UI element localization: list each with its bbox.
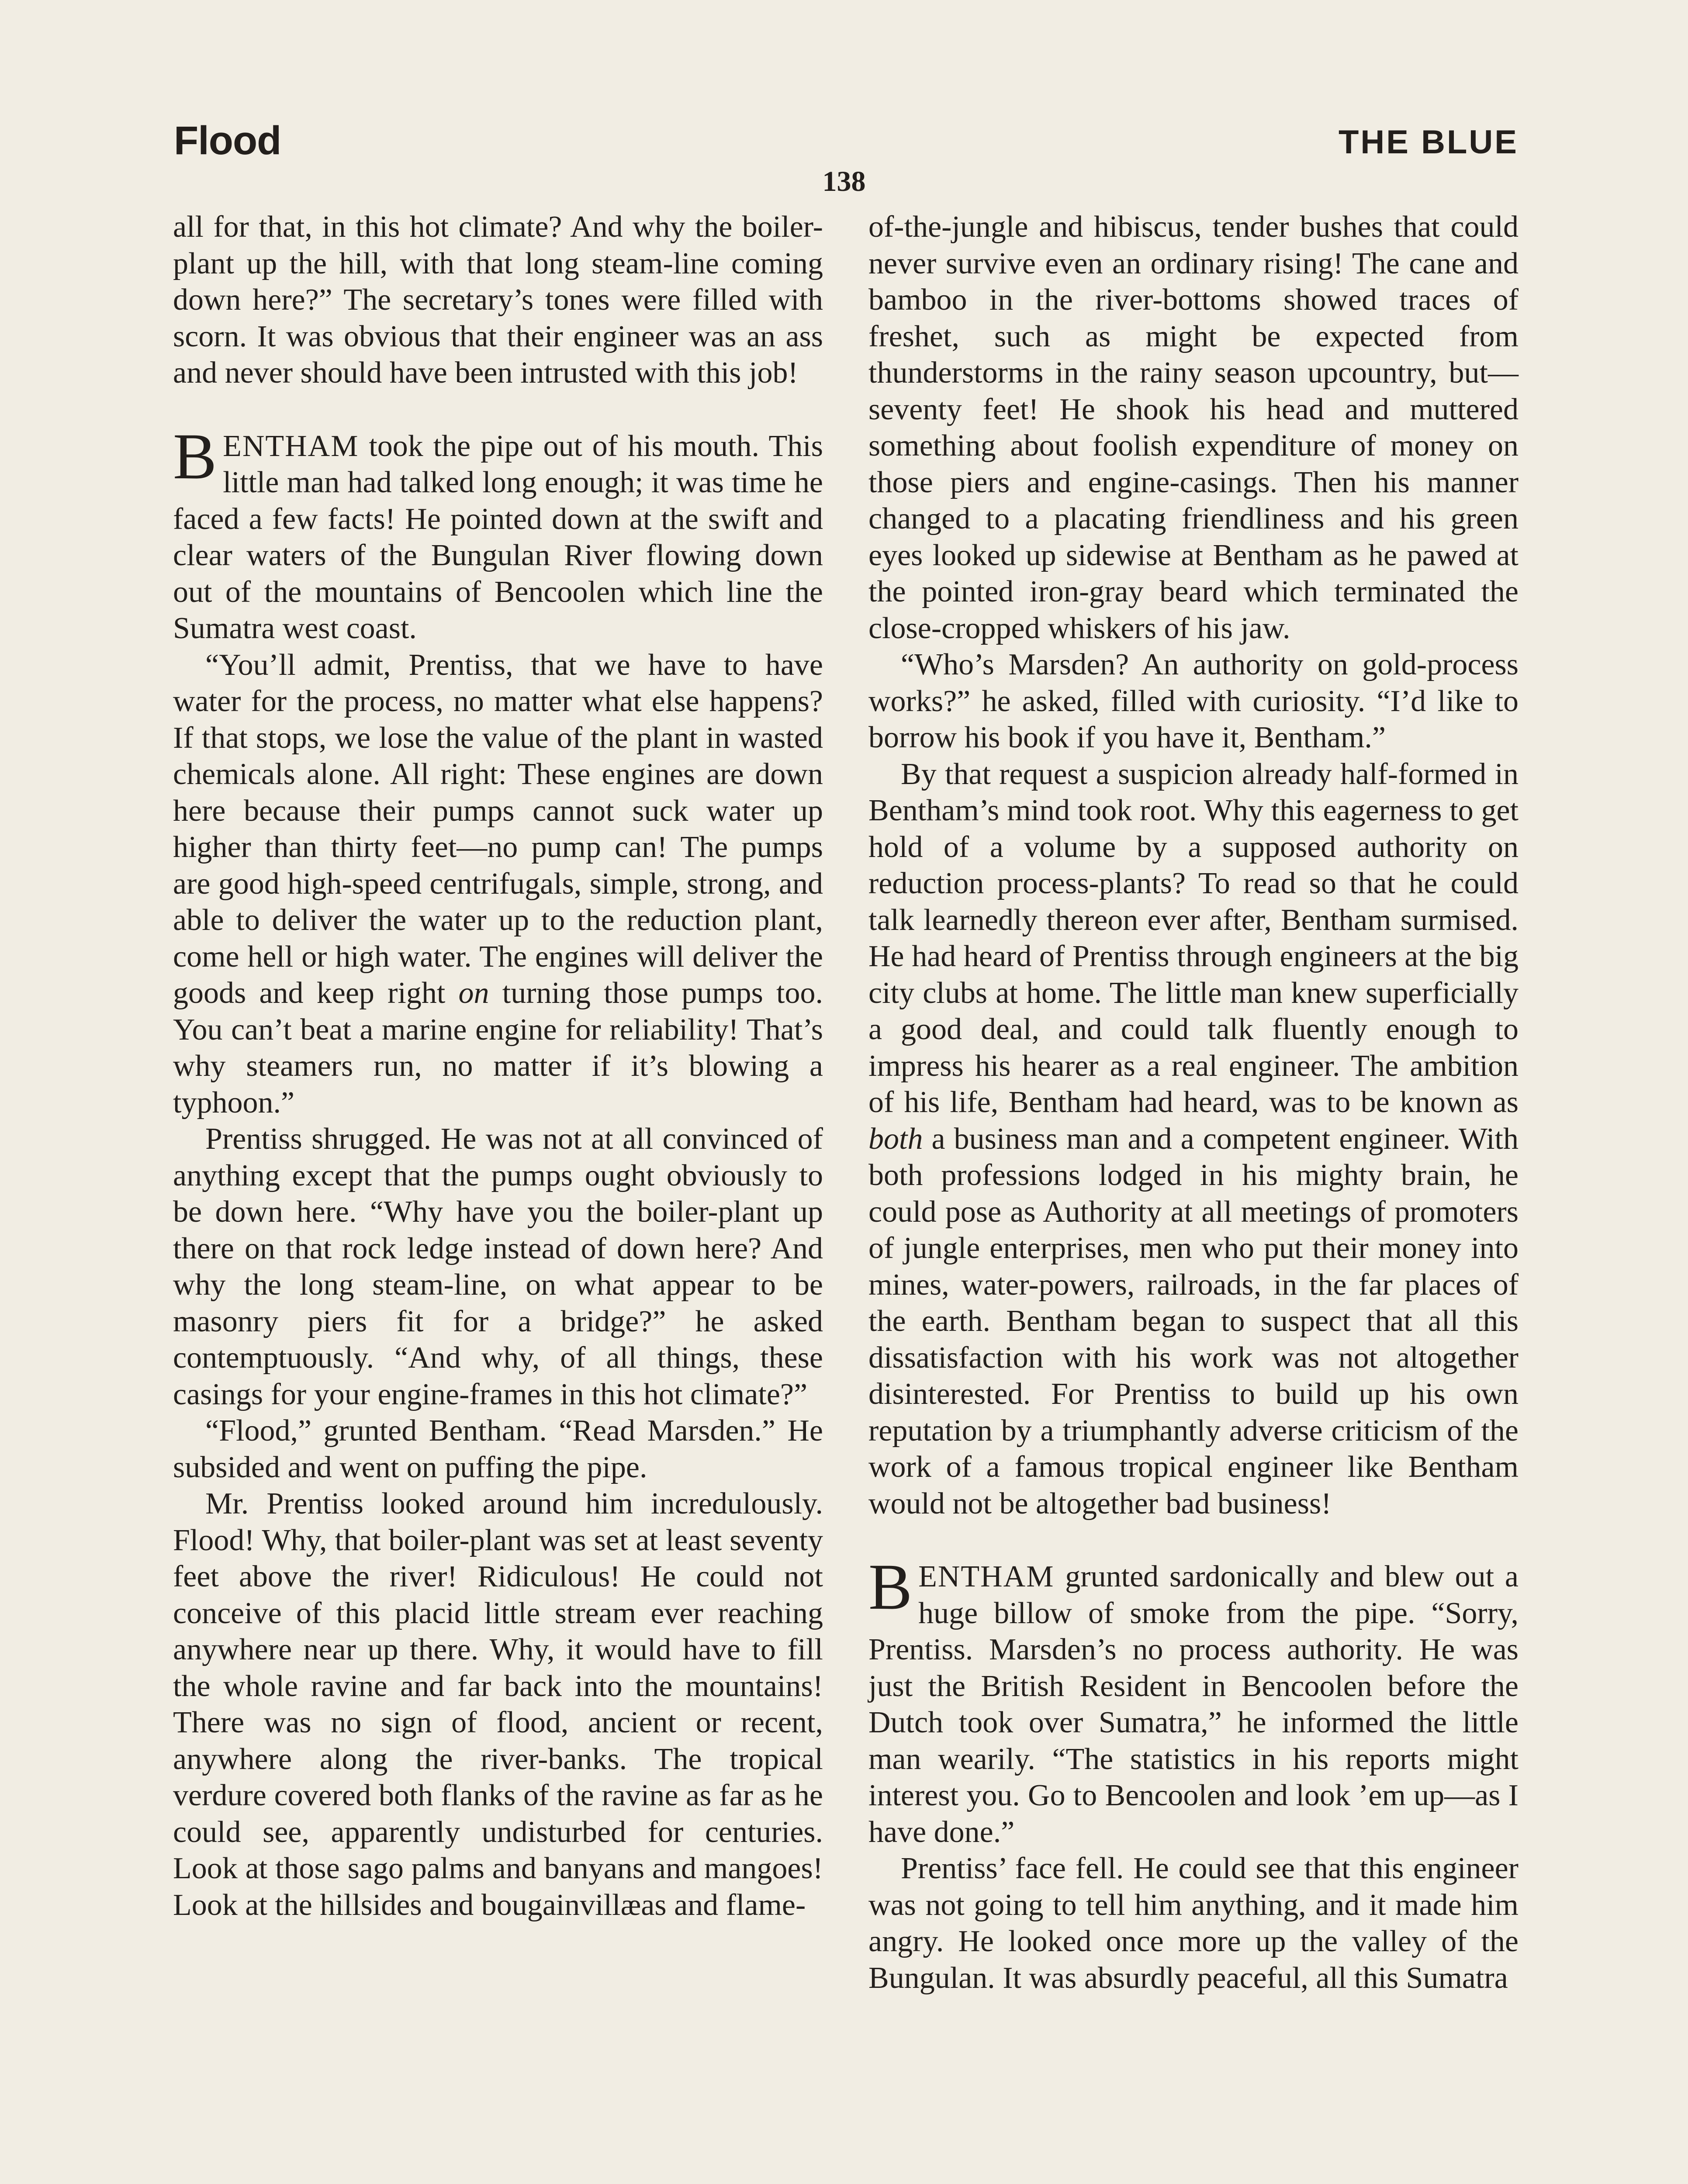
small-caps-lead: ENTHAM: [918, 1560, 1055, 1593]
running-head-magazine: THE BLUE: [1339, 124, 1519, 161]
section-paragraph: [173, 420, 823, 647]
paragraph: Prentiss shrugged. He was not at all convinced of anything except that the pumps ought obviously to be down here. “Why have you the boiler-plant up there on that rock ledge instead of down here? And why the long steam-line, on what appear to be masonry piers fit for a bridge?” he asked contemptuously. “And why, of all things, these casings for your engine-frames in this hot climate?”: [173, 1122, 823, 1411]
drop-cap: B: [173, 420, 217, 493]
section-paragraph: [868, 1551, 1519, 1850]
paragraph: [173, 647, 823, 1121]
emphasis: on: [458, 976, 489, 1010]
right-column: [868, 209, 1519, 1996]
paragraph-text: a business man and a competent engineer. With both professions lodged in his mighty brain, he could pose as Authority at all meetings of promoters of jungle enterprises, men who put their money into mines, water-powers, railroads, in the far places of the earth. Bentham began to suspect that all this dissatisfaction with his work was not altogether disinterested. For Prentiss to build up his own reputation by a triumphantly adverse criticism of the work of a famous tropical engineer like Bentham would not be altogether bad business!: [868, 1122, 1519, 1521]
drop-cap: B: [868, 1551, 913, 1623]
paragraph: all for that, in this hot climate? And why the boiler-plant up the hill, with that long steam-line coming down here?” The secretary’s tones were filled with scorn. It was obvious that their engineer was an ass and never should have been intrusted with this job!: [173, 210, 823, 390]
paragraph: Mr. Prentiss looked around him incredulously. Flood! Why, that boiler-plant was set at least seventy feet above the river! Ridiculous! He could not conceive of this placid little stream ever reaching anywhere near up there. Why, it would have to fill the whole ravine and far back into the mountains! There was no sign of flood, ancient or recent, anywhere along the river-banks. The tropical verdure covered both flanks of the ravine as far as he could see, apparently undisturbed for centuries. Look at those sago palms and banyans and mangoes! Look at the hillsides and bougainvillæas and flame-: [173, 1487, 823, 1922]
page-number: 138: [822, 166, 866, 197]
paragraph-text: By that request a suspicion already half-formed in Bentham’s mind took root. Why this eagerness to get hold of a volume by a supposed authority on reduction process-plants? To read so that he could talk learnedly thereon ever after, Bentham surmised. He had heard of Prentiss through engineers at the big city clubs at home. The little man knew superficially a good deal, and could talk fluently enough to impress his hearer as a real engineer. The ambition of his life, Bentham had heard, was to be known as: [868, 757, 1519, 1119]
paragraph: “Who’s Marsden? An authority on gold-process works?” he asked, filled with curiosity. “I’d like to borrow his book if you have it, Bentham.”: [868, 648, 1519, 754]
paragraph-text: “You’ll admit, Prentiss, that we have to have water for the process, no matter what else happens? If that stops, we lose the value of the plant in wasted chemicals alone. All right: These engines are down here because their pumps cannot suck water up higher than thirty feet—no pump can! The pumps are good high-speed centrifugals, simple, strong, and able to deliver the water up to the reduction plant, come hell or high water. The engines will deliver the goods and keep right: [173, 648, 823, 1010]
small-caps-lead: ENTHAM: [223, 429, 359, 463]
emphasis: both: [868, 1122, 923, 1156]
paragraph-text: turning those pumps too. You can’t beat a marine engine for reliability! That’s why steamers run, no matter if it’s blowing a typhoon.”: [173, 976, 823, 1120]
paragraph: of-the-jungle and hibiscus, tender bushes that could never survive even an ordinary rising! The cane and bamboo in the river-bottoms showed traces of freshet, such as might be expected from thunderstorms in the rainy season upcountry, but—seventy feet! He shook his head and muttered something about foolish expenditure of money on those piers and engine-casings. Then his manner changed to a placating friendliness and his green eyes looked up sidewise at Bentham as he pawed at the pointed iron-gray beard which terminated the close-cropped whiskers of his jaw.: [868, 210, 1519, 645]
left-column: [173, 209, 823, 1923]
paragraph-text: grunted sardonically and blew out a huge billow of smoke from the pipe. “Sorry, Prentiss. Marsden’s no process authority. He was just the British Resident in Bencoolen before the Dutch took over Sumatra,” he informed the little man wearily. “The statistics in his reports might interest you. Go to Bencoolen and look ’em up—as I have done.”: [868, 1560, 1519, 1849]
paragraph: “Flood,” grunted Bentham. “Read Marsden.” He subsided and went on puffing the pipe.: [173, 1414, 823, 1484]
paragraph-text: took the pipe out of his mouth. This little man had talked long enough; it was time he faced a few facts! He pointed down at the swift and clear waters of the Bungulan River flowing down out of the mountains of Bencoolen which line the Sumatra west coast.: [173, 429, 823, 645]
paragraph: [868, 756, 1519, 1522]
running-head-title: Flood: [174, 118, 281, 163]
paragraph: Prentiss’ face fell. He could see that this engineer was not going to tell him anything, and it made him angry. He looked once more up the valley of the Bungulan. It was absurdly peaceful, all this Sumatra: [868, 1852, 1519, 1995]
